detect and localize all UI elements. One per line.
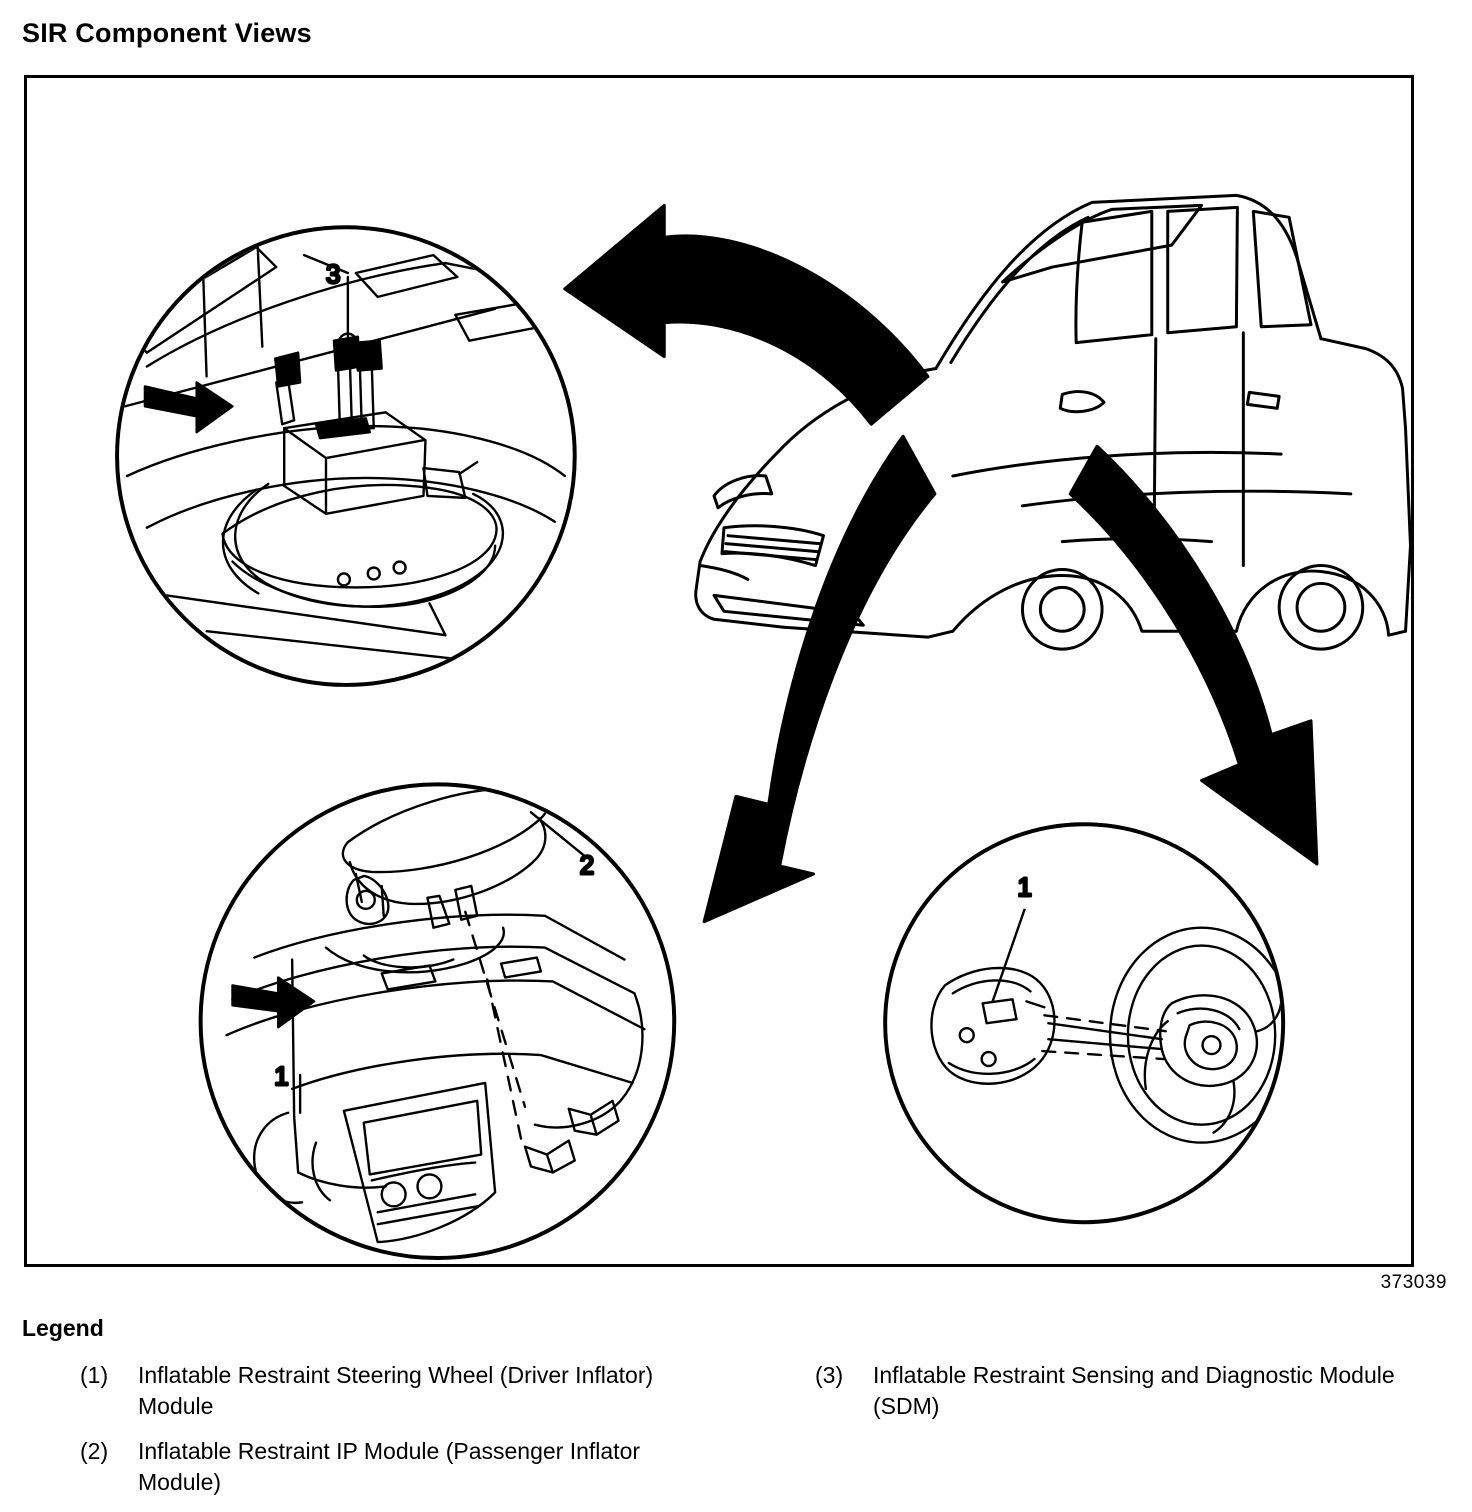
callout-number-3: 3 bbox=[325, 260, 341, 289]
page-title: SIR Component Views bbox=[22, 18, 312, 48]
legend-item-number: (1) bbox=[80, 1362, 109, 1388]
legend-item-number: (3) bbox=[815, 1362, 844, 1388]
legend-item-label: Inflatable Restraint IP Module (Passenger Inflator Module) bbox=[138, 1438, 641, 1495]
vehicle-illustration bbox=[696, 195, 1411, 649]
arrow-to-steering-wheel bbox=[1070, 446, 1317, 864]
arrow-to-sdm bbox=[565, 205, 928, 424]
callout-number-1b: 1 bbox=[274, 1062, 289, 1091]
arrow-to-ip-module bbox=[704, 436, 935, 922]
figure-frame bbox=[24, 75, 1414, 1267]
figure-id: 373039 bbox=[1380, 1272, 1447, 1293]
legend-column-left bbox=[80, 1360, 700, 1512]
callout-number-1: 1 bbox=[1017, 873, 1032, 902]
legend-item-label: Inflatable Restraint Steering Wheel (Driver Inflator) Module bbox=[138, 1362, 654, 1419]
legend-heading: Legend bbox=[22, 1315, 104, 1341]
legend-column-right bbox=[815, 1360, 1435, 1436]
legend-item-number: (2) bbox=[80, 1438, 109, 1464]
legend-item bbox=[815, 1360, 1435, 1422]
legend-item bbox=[80, 1360, 700, 1422]
legend-item bbox=[80, 1436, 700, 1498]
steering-wheel-detail-circle bbox=[885, 824, 1293, 1222]
sdm-detail-circle bbox=[117, 217, 575, 685]
legend-item-label: Inflatable Restraint Sensing and Diagnostic Module (SDM) bbox=[873, 1362, 1395, 1419]
callout-number-2: 2 bbox=[579, 851, 595, 880]
ip-module-detail-circle bbox=[201, 784, 675, 1258]
sir-component-views-illustration bbox=[27, 78, 1411, 1264]
